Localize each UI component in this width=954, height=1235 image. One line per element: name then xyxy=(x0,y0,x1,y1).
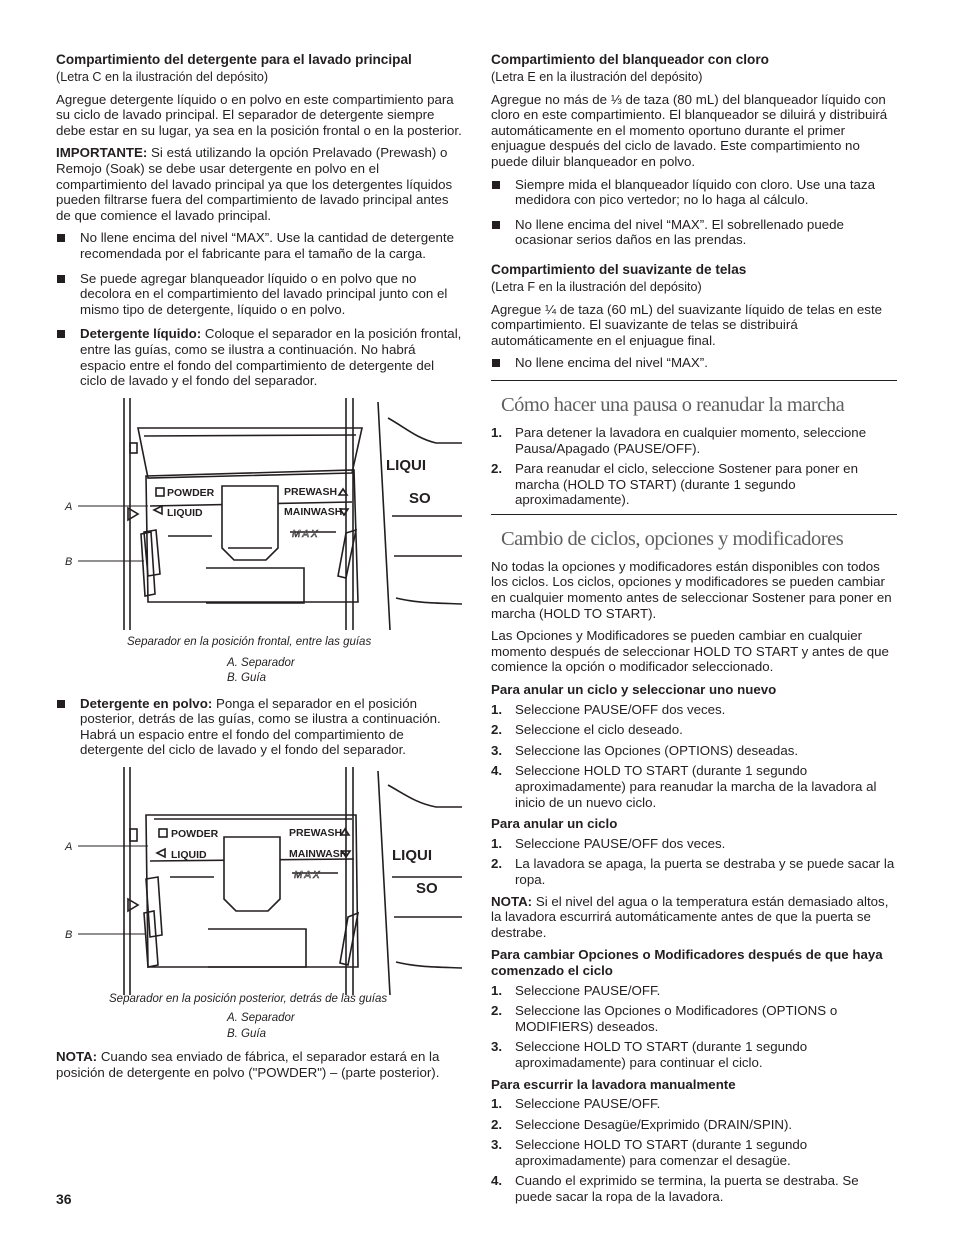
step-item xyxy=(491,836,897,852)
prewash-label: PREWASH xyxy=(289,827,343,840)
step-item xyxy=(491,702,897,718)
important-text: Si está utilizando la opción Prelavado (Prewash) o Remojo (Soak) se debe usar detergente en polvo en el compartimiento del lavado principal ya que los detergentes líquidos pueden filtrarse fuera del compartimiento de lavado principal antes de que comience el lavado principal. xyxy=(56,145,453,223)
bullet-lead: Detergente líquido: xyxy=(80,326,202,342)
powder-label: POWDER xyxy=(171,828,219,841)
figure-caption: Separador en la posición frontal, entre las guías xyxy=(127,635,372,648)
step-text: Seleccione PAUSE/OFF. xyxy=(515,982,661,998)
step-item xyxy=(491,425,897,456)
step-item xyxy=(491,1117,897,1133)
bullet-text: Ponga el separador en el posición posterior, detrás de las guías, como se ilustra a continuación. Habrá un espacio entre el fondo del compartimiento de detergente del ciclo de lavado y el fondo del separador. xyxy=(80,695,441,758)
step-number: 2. xyxy=(491,461,503,477)
heading-pause: Cómo hacer una pausa o reanudar la marcha xyxy=(491,380,897,425)
step-number: 4. xyxy=(491,763,503,779)
section-title-bleach: Compartimiento del blanqueador con cloro xyxy=(491,52,769,67)
step-number: 3. xyxy=(491,1137,503,1153)
important-label: IMPORTANTE: xyxy=(56,145,148,161)
step-item xyxy=(491,1003,897,1034)
bullet-item xyxy=(56,326,462,388)
bullet-item: Siempre mida el blanqueador líquido con cloro. Use una taza medidora con pico vertedor; no lo haga al cálculo. xyxy=(491,177,897,208)
step-item xyxy=(491,763,897,810)
liquid-label: LIQUID xyxy=(167,506,203,519)
step-item xyxy=(491,856,897,887)
step-text: Seleccione el ciclo deseado. xyxy=(515,722,683,738)
mainwash-label: MAINWASH xyxy=(289,848,348,861)
page-number: 36 xyxy=(56,1191,72,1207)
section-title-main-wash: Compartimiento del detergente para el lavado principal xyxy=(56,52,412,67)
side-label-so: SO xyxy=(416,880,438,898)
callout-a: A xyxy=(65,500,73,513)
paragraph: Agregue detergente líquido o en polvo en este compartimiento para su ciclo de lavado principal. El separador de detergente siempre debe estar en su lugar, ya sea en la posición frontal o en la posterior. xyxy=(56,91,462,138)
legend-a: A. Separador xyxy=(227,1012,295,1025)
dispenser-figure-rear xyxy=(56,767,462,1059)
steps-list xyxy=(491,1096,897,1205)
side-label-liquid: LIQUI xyxy=(392,847,432,865)
step-text: Seleccione PAUSE/OFF. xyxy=(515,1096,661,1112)
steps-list xyxy=(491,702,897,811)
max-label: MAX xyxy=(292,528,320,540)
step-text: La lavadora se apaga, la puerta se destraba y se puede sacar la ropa. xyxy=(515,856,895,887)
bullet-list xyxy=(491,355,897,371)
step-text: Seleccione las Opciones (OPTIONS) deseadas. xyxy=(515,742,799,758)
step-text: Seleccione HOLD TO START (durante 1 segundo aproximadamente) para comenzar el desagüe. xyxy=(515,1137,808,1168)
step-text: Seleccione Desagüe/Exprimido (DRAIN/SPIN). xyxy=(515,1116,793,1132)
group-title: Para escurrir la lavadora manualmente xyxy=(491,1076,736,1092)
paragraph: Las Opciones y Modificadores se pueden cambiar en cualquier momento después de seleccionar HOLD TO START y antes de que comience la opción o modificador seleccionado. xyxy=(491,628,889,675)
paragraph: No todas la opciones y modificadores están disponibles con todos los ciclos. Los ciclos, opciones y modificadores se pueden cambiar en cualquier momento antes de seleccionar Sostener para poner en marcha (HOLD TO START). xyxy=(491,558,892,621)
step-number: 1. xyxy=(491,424,503,440)
important-paragraph xyxy=(56,145,462,223)
bullet-item xyxy=(56,696,462,758)
group-title: Para cambiar Opciones o Modificadores después de que haya comenzado el ciclo xyxy=(491,947,883,978)
left-column xyxy=(56,52,462,1087)
step-item xyxy=(491,722,897,738)
step-text: Para reanudar el ciclo, seleccione Sostener para poner en marcha (HOLD TO START) (durante 1 segundo aproximadamente). xyxy=(515,461,858,508)
legend-b: B. Guía xyxy=(227,671,266,684)
step-number: 3. xyxy=(491,1039,503,1055)
step-number: 2. xyxy=(491,856,503,872)
step-text: Seleccione las Opciones o Modificadores (OPTIONS o MODIFIERS) deseados. xyxy=(515,1003,838,1034)
step-number: 4. xyxy=(491,1173,503,1189)
step-text: Para detener la lavadora en cualquier momento, seleccione Pausa/Apagado (PAUSE/OFF). xyxy=(515,424,867,456)
step-item xyxy=(491,1096,897,1112)
step-item xyxy=(491,743,897,759)
bullet-list xyxy=(56,696,462,758)
heading-change-cycles: Cambio de ciclos, opciones y modificadores xyxy=(491,514,897,559)
section-subtitle: (Letra F en la ilustración del depósito) xyxy=(491,279,702,294)
step-number: 1. xyxy=(491,1096,503,1112)
section-subtitle: (Letra C en la ilustración del depósito) xyxy=(56,70,269,84)
group-title: Para anular un ciclo y seleccionar uno nuevo xyxy=(491,682,777,698)
callout-b: B xyxy=(65,929,73,942)
step-item xyxy=(491,1137,897,1168)
bullet-item: No llene encima del nivel “MAX”. xyxy=(491,355,897,371)
note-text: Cuando sea enviado de fábrica, el separador estará en la posición de detergente en polvo ("POWDER") – (parte posterior). xyxy=(56,1049,440,1080)
step-number: 2. xyxy=(491,1003,503,1019)
callout-b: B xyxy=(65,555,73,568)
step-number: 2. xyxy=(491,722,503,738)
dispenser-illustration-rear xyxy=(56,767,462,995)
bullet-item: Se puede agregar blanqueador líquido o en polvo que no decolora en el compartimiento del lavado principal junto con el mismo tipo de detergente, líquido o en polvo. xyxy=(56,271,462,318)
side-label-so: SO xyxy=(409,489,431,507)
step-number: 1. xyxy=(491,835,503,851)
step-item xyxy=(491,1173,897,1204)
bullet-item: No llene encima del nivel “MAX”. El sobrellenado puede ocasionar serios daños en las prendas. xyxy=(491,217,897,248)
legend-a: A. Separador xyxy=(227,656,295,669)
side-label-liquid: LIQUI xyxy=(386,456,426,474)
paragraph: Agregue no más de ⅓ de taza (80 mL) del blanqueador líquido con cloro en este compartimiento. El blanqueador se diluirá y distribuirá automáticamente en el momento oportuno durante el primer enjuague después del ciclo de lavado. Este compartimiento no puede diluir blanqueador en polvo. xyxy=(491,91,888,169)
step-text: Cuando el exprimido se termina, la puerta se destraba. Se puede sacar la ropa de la lavadora. xyxy=(515,1173,859,1205)
paragraph: Agregue ¼ de taza (60 mL) del suavizante líquido de telas en este compartimiento. El suavizante de telas se distribuirá automáticamente en el enjuague final. xyxy=(491,301,883,348)
dispenser-figure-front xyxy=(56,398,462,690)
max-label: MAX xyxy=(294,870,322,882)
section-subtitle: (Letra E en la ilustración del depósito) xyxy=(491,70,703,84)
step-text: Seleccione PAUSE/OFF dos veces. xyxy=(515,835,726,851)
callout-a: A xyxy=(65,841,73,854)
prewash-label: PREWASH xyxy=(284,485,338,498)
bullet-item: No llene encima del nivel “MAX”. Use la cantidad de detergente recomendada por el fabricante para el tamaño de la carga. xyxy=(56,230,462,261)
step-text: Seleccione HOLD TO START (durante 1 segundo aproximadamente) para continuar el ciclo. xyxy=(515,1039,808,1070)
step-text: Seleccione PAUSE/OFF dos veces. xyxy=(515,701,726,717)
bullet-list xyxy=(491,177,897,248)
step-number: 1. xyxy=(491,982,503,998)
step-item xyxy=(491,1039,897,1070)
note-label: NOTA: xyxy=(56,1049,98,1065)
figure-caption: Separador en la posición posterior, detrás de las guías xyxy=(109,993,388,1006)
note-paragraph xyxy=(491,894,897,941)
bullet-text: Coloque el separador en la posición frontal, entre las guías, como se ilustra a continuación. No habrá espacio entre el fondo del compartimiento de detergente del ciclo de lavado y el fondo del separador. xyxy=(80,326,462,389)
step-number: 1. xyxy=(491,701,503,717)
liquid-label: LIQUID xyxy=(171,849,207,862)
note-label: NOTA: xyxy=(491,893,533,909)
section-title-softener: Compartimiento del suavizante de telas xyxy=(491,261,747,277)
legend-b: B. Guía xyxy=(227,1028,266,1041)
step-item xyxy=(491,461,897,508)
bullet-list xyxy=(56,230,462,388)
pause-steps xyxy=(491,425,897,508)
bullet-lead: Detergente en polvo: xyxy=(80,695,213,711)
powder-label: POWDER xyxy=(167,486,215,499)
group-title: Para anular un ciclo xyxy=(491,816,618,832)
step-number: 3. xyxy=(491,742,503,758)
steps-list xyxy=(491,836,897,888)
right-column xyxy=(491,52,897,1211)
step-text: Seleccione HOLD TO START (durante 1 segundo aproximadamente) para reanudar la marcha de la lavadora al inicio de un nuevo ciclo. xyxy=(515,763,877,810)
note-text: Si el nivel del agua o la temperatura están demasiado altos, la lavadora escurrirá automáticamente antes de que la puerta se destrabe. xyxy=(491,893,889,940)
dispenser-illustration-front xyxy=(56,398,462,630)
mainwash-label: MAINWASH xyxy=(284,505,343,518)
step-item xyxy=(491,983,897,999)
step-number: 2. xyxy=(491,1116,503,1132)
steps-list xyxy=(491,983,897,1071)
